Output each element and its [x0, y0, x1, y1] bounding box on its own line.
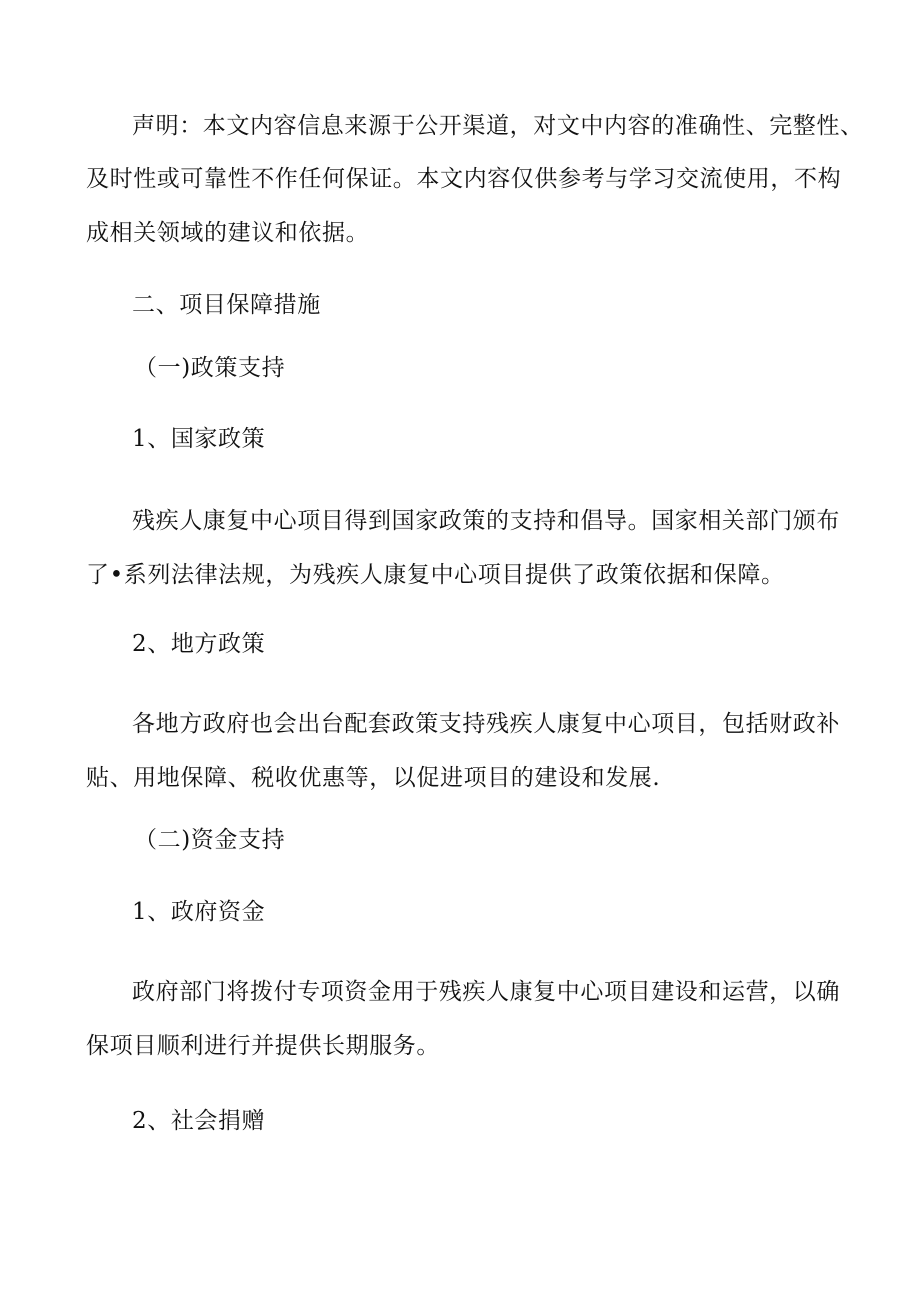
- subsection-title: （二)资金支持: [134, 827, 286, 853]
- paragraph-line: 政府部门将拨付专项资金用于残疾人康复中心项目建设和运营，以确: [132, 979, 840, 1005]
- disclaimer-line: 声明：本文内容信息来源于公开渠道，对文中内容的准确性、完整性、: [132, 113, 864, 139]
- disclaimer-line: 成相关领域的建议和依据。: [86, 220, 370, 246]
- paragraph-line: 各地方政府也会出台配套政策支持残疾人康复中心项目，包括财政补: [132, 711, 840, 737]
- item-heading: 1、政府资金: [132, 899, 266, 925]
- item-heading: 2、社会捐赠: [132, 1108, 266, 1134]
- paragraph-line: 贴、用地保障、税收优惠等，以促进项目的建设和发展.: [86, 765, 661, 791]
- paragraph-line: 了•系列法律法规，为残疾人康复中心项目提供了政策依据和保障。: [86, 562, 785, 588]
- section-title: 二、项目保障措施: [132, 292, 321, 318]
- paragraph-line: 保项目顺利进行并提供长期服务。: [86, 1033, 440, 1059]
- subsection-title: （一)政策支持: [134, 355, 286, 381]
- item-heading: 2、地方政策: [132, 631, 266, 657]
- disclaimer-line: 及时性或可靠性不作任何保证。本文内容仅供参考与学习交流使用，不构: [86, 166, 842, 192]
- paragraph-line: 残疾人康复中心项目得到国家政策的支持和倡导。国家相关部门颁布: [132, 508, 840, 534]
- item-heading: 1、国家政策: [132, 426, 266, 452]
